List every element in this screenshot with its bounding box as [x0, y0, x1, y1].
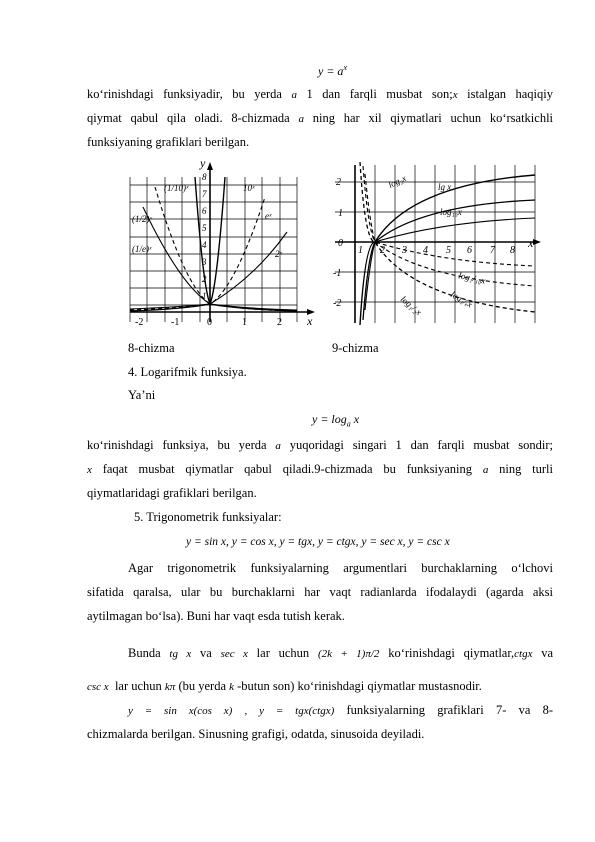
paragraph-3-line-2: sifatida qaralsa, ular bu burchaklarni har vaqt radianlarda ifodalaydi (agarda aksi: [87, 585, 553, 599]
y-tick: 1: [338, 208, 343, 219]
y-tick: 3: [202, 257, 207, 267]
paragraph-2-line-2: [87, 461, 553, 478]
text: qiymat qabul qila oladi. 8-chizmada: [87, 111, 290, 125]
paragraph-2-line-3: qiymatlaridagi grafiklari berilgan.: [87, 486, 257, 500]
text: ko‘rinishdagi qiymatlar,: [388, 646, 515, 660]
paragraph-3-line-3: aytilmagan bo‘lsa). Buni har vaqt esda tutish kerak.: [87, 609, 345, 623]
text: lar uchun: [114, 679, 162, 693]
y-tick: -2: [333, 298, 342, 309]
formula-text: y = log: [312, 412, 347, 426]
text: funksiyalarning: [346, 703, 425, 717]
formula-text: y = a: [318, 64, 344, 78]
x-tick: 0: [207, 317, 212, 328]
text: (bu yerda: [178, 679, 226, 693]
x-axis-arrow-icon: [533, 239, 541, 245]
x-tick: 3: [402, 245, 407, 256]
paragraph-1-line-3: funksiyaning grafiklari berilgan.: [87, 135, 250, 149]
text: istalgan haqiqiy: [467, 87, 554, 101]
x-tick: 2: [277, 317, 282, 328]
grid: [130, 177, 297, 322]
yani-text: Ya’ni: [128, 388, 156, 402]
symbol-secx: sec x: [220, 648, 248, 660]
x-tick: 1: [358, 245, 363, 256]
x-tick: 1: [242, 317, 247, 328]
text: ko‘rinishdagi funksiyadir, bu yerda: [87, 87, 282, 101]
paragraph-5-line-1: [128, 702, 553, 719]
symbol-x: x: [87, 464, 92, 476]
figure-9-logarithmic-graph: [330, 160, 545, 328]
x-tick: -1: [171, 317, 180, 328]
paragraph-1-line-2: [87, 110, 553, 127]
y-tick: 2: [336, 177, 341, 188]
formula-text: x: [350, 412, 360, 426]
formula-subscript: a: [346, 419, 351, 429]
curve-label: log₁/ₑx: [449, 289, 475, 310]
curve-label: (1/2)ˣ: [132, 214, 153, 224]
curve-labels: [132, 183, 283, 259]
figure-8-caption: 8-chizma: [128, 341, 175, 355]
text: Bunda: [128, 646, 161, 660]
x-tick: 8: [510, 245, 515, 256]
curve-label: eˣ: [265, 211, 272, 221]
text: yuqoridagi singari 1 dan farqli musbat sondir;: [289, 438, 554, 452]
curve-label: (1/10)ˣ: [164, 183, 189, 193]
text: faqat musbat qiymatlar qabul qiladi.9-chizmada bu funksiyaning: [102, 462, 472, 476]
symbol-x: x: [452, 89, 458, 101]
curve-label: lg x: [438, 182, 452, 192]
y-tick: 1: [202, 291, 207, 301]
text: va: [541, 646, 554, 660]
text: grafiklari: [437, 703, 484, 717]
symbol-tgx: tg x: [169, 648, 192, 660]
curves: [130, 177, 297, 311]
curve-label: (1/e)ˣ: [132, 244, 152, 254]
y-tick: -1: [333, 268, 342, 279]
curve-label: log₂x: [386, 172, 408, 190]
text: lar uchun: [256, 646, 310, 660]
y-axis-arrow-icon: [207, 162, 213, 170]
curve-label: log₁₀x: [440, 207, 462, 217]
x-axis-label: x: [528, 236, 534, 250]
formula-sin-cos: y = sin x(cos x): [128, 705, 233, 717]
y-tick: 8: [202, 172, 207, 182]
symbol-k: k: [229, 681, 235, 693]
y-tick-labels: [201, 172, 207, 301]
formula-exponential: [318, 63, 347, 79]
curve-label: 10ˣ: [243, 183, 255, 193]
text: va: [518, 703, 531, 717]
x-tick: 7: [490, 245, 495, 256]
y-tick: 6: [202, 206, 207, 216]
text: 1 dan farqli musbat son;: [306, 87, 453, 101]
y-tick-labels: [333, 177, 343, 309]
curve-label: 2ˣ: [275, 249, 283, 259]
text: 8-: [542, 703, 554, 717]
formula-logarithm: [312, 412, 359, 428]
figure-8-exponential-graph: [125, 157, 320, 329]
text: 7-: [495, 703, 507, 717]
text: -butun son) ko‘rinishdagi qiymatlar mustasnodir.: [237, 679, 482, 693]
symbol-a: a: [291, 89, 297, 101]
formula-tg-ctg: , y = tgx(ctgx): [244, 705, 335, 717]
y-tick: 0: [338, 238, 343, 249]
symbol-cscx: csc x: [87, 681, 109, 693]
symbol-a: a: [482, 464, 489, 476]
symbol-a: a: [275, 440, 281, 452]
paragraph-4-line-1: [128, 645, 553, 662]
symbol-kpi: kπ: [164, 681, 176, 693]
y-tick: 2: [202, 274, 207, 284]
x-tick: 2: [380, 245, 385, 256]
y-tick: 5: [202, 223, 207, 233]
section-4-title: 4. Logarifmik funksiya.: [128, 365, 247, 379]
text: va: [200, 646, 212, 660]
figure-9-caption: 9-chizma: [332, 341, 379, 355]
x-tick: 4: [423, 245, 428, 256]
y-tick: 7: [202, 189, 207, 199]
formula-exponent: x: [343, 63, 347, 72]
y-tick: 4: [202, 240, 207, 250]
paragraph-3-line-1: Agar trigonometrik funksiyalarning argumentlari burchaklarning o‘lchovi: [128, 561, 553, 575]
x-tick: 6: [467, 245, 472, 256]
paragraph-2-line-1: [87, 437, 553, 454]
section-5-title: 5. Trigonometrik funksiyalar:: [134, 510, 282, 524]
text: ning turli: [499, 462, 553, 476]
text: ko‘rinishdagi funksiya, bu yerda: [87, 438, 267, 452]
text: ning har xil qiymatlari uchun ko‘rsatkichli: [312, 111, 554, 125]
x-tick: -2: [135, 317, 144, 328]
formula-trig: y = sin x, y = cos x, y = tgx, y = ctgx, y = sec x, y = csc x: [186, 536, 450, 548]
symbol-ctgx: ctgx: [514, 648, 533, 660]
curve-label: log₁/₂x: [398, 293, 424, 318]
paragraph-1-line-1: [87, 86, 553, 103]
paragraph-4-line-2: [87, 678, 482, 695]
symbol-a: a: [298, 113, 304, 125]
x-tick-labels: [135, 317, 282, 328]
x-tick: 5: [446, 245, 451, 256]
paragraph-5-line-2: chizmalarda berilgan. Sinusning grafigi, odatda, sinusoida deyiladi.: [87, 727, 425, 741]
y-axis-label: y: [200, 157, 206, 170]
curve-label: log₁/₁₀x: [457, 270, 487, 286]
x-axis-label: x: [307, 314, 313, 328]
symbol-fraction: (2k + 1)π/2: [317, 648, 380, 660]
